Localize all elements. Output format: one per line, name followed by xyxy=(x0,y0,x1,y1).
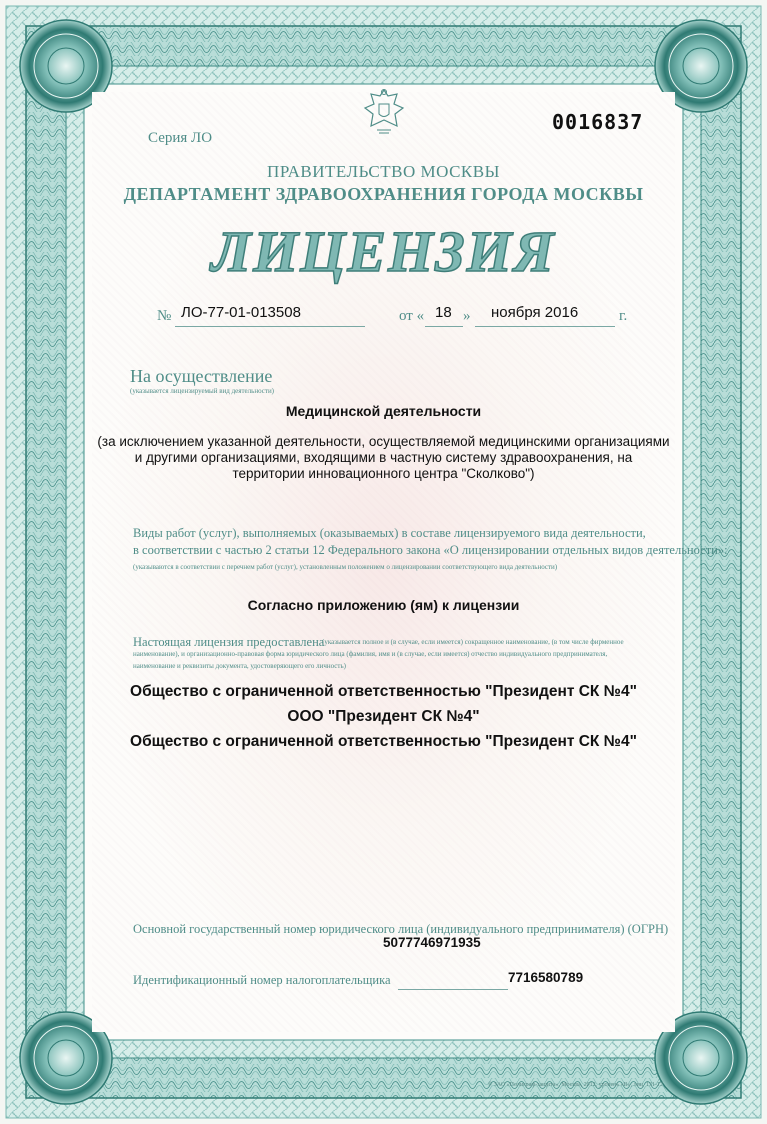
activity-heading-note: (указывается лицензируемый вид деятельности) xyxy=(130,387,275,395)
ogrn-label: Основной государственный номер юридического лица (индивидуального предпринимателя) (ОГРН) xyxy=(133,922,669,936)
series-label: Серия ЛО xyxy=(148,130,213,146)
ogrn-value: 5077746971935 xyxy=(383,935,481,950)
coat-of-arms-icon xyxy=(361,86,407,136)
inn-value: 7716580789 xyxy=(508,970,584,985)
government-title: ПРАВИТЕЛЬСТВО МОСКВЫ xyxy=(267,162,500,181)
works-line: в соответствии с частью 2 статьи 12 Федерального закона «О лицензировании отдельных видов деятельности»: xyxy=(133,543,728,557)
activity-heading: На осуществление xyxy=(130,366,273,386)
licensee-note: (указывается полное и (в случае, если имеется) сокращенное наименование, (в том числе фирменное xyxy=(322,638,624,646)
activity-detail-line: (за исключением указанной деятельности, осуществляемой медицинскими организациями xyxy=(97,434,670,449)
activity-detail-line: территории инновационного центра "Сколково") xyxy=(232,466,535,481)
activity-name: Медицинской деятельности xyxy=(285,403,482,419)
from-label: от « xyxy=(399,308,425,324)
works-note: (указываются в соответствии с перечнем работ (услуг), установленным положением о лицензировании соответствующего вида деятельности) xyxy=(133,563,558,571)
license-day: 18 xyxy=(435,304,452,321)
document-title: ЛИЦЕНЗИЯ xyxy=(211,219,556,284)
license-number-line xyxy=(157,302,637,330)
number-symbol: № xyxy=(157,308,172,324)
inn-underline xyxy=(398,989,508,990)
licensee-intro: Настоящая лицензия предоставлена xyxy=(133,635,325,649)
license-number: ЛО-77-01-013508 xyxy=(181,304,301,321)
license-month-year: ноября 2016 xyxy=(491,304,579,321)
licensee-note: наименование), и организационно-правовая форма юридического лица (фамилия, имя и (в случае, если имеется) отчество индивидуального предпринимателя, xyxy=(133,650,608,658)
year-suffix: г. xyxy=(619,308,628,324)
month-underline xyxy=(475,326,615,327)
number-underline xyxy=(175,326,365,327)
close-quote: » xyxy=(463,308,471,324)
inn-label: Идентификационный номер налогоплательщика xyxy=(133,973,391,987)
licensee-full-name: Общество с ограниченной ответственностью "Президент СК №4" xyxy=(130,683,637,700)
works-value: Согласно приложению (ям) к лицензии xyxy=(247,597,520,613)
blank-number: 0016837 xyxy=(552,110,644,134)
licensee-brand-name: Общество с ограниченной ответственностью "Президент СК №4" xyxy=(130,733,637,750)
licensee-note: наименование и реквизиты документа, удостоверяющего его личность) xyxy=(133,662,346,670)
licensee-short-name: ООО "Президент СК №4" xyxy=(287,708,480,725)
works-line: Виды работ (услуг), выполняемых (оказываемых) в составе лицензируемого вида деятельности, xyxy=(133,526,646,540)
day-underline xyxy=(425,326,463,327)
printer-imprint: © ЗАО «Полиграф-защита», Москва, 2012, уровень «В», лиц. 131-12 xyxy=(487,1082,663,1088)
department-title: ДЕПАРТАМЕНТ ЗДРАВООХРАНЕНИЯ ГОРОДА МОСКВЫ xyxy=(123,184,644,204)
activity-detail-line: и другими организациями, входящими в частную систему здравоохранения, на xyxy=(134,450,633,465)
